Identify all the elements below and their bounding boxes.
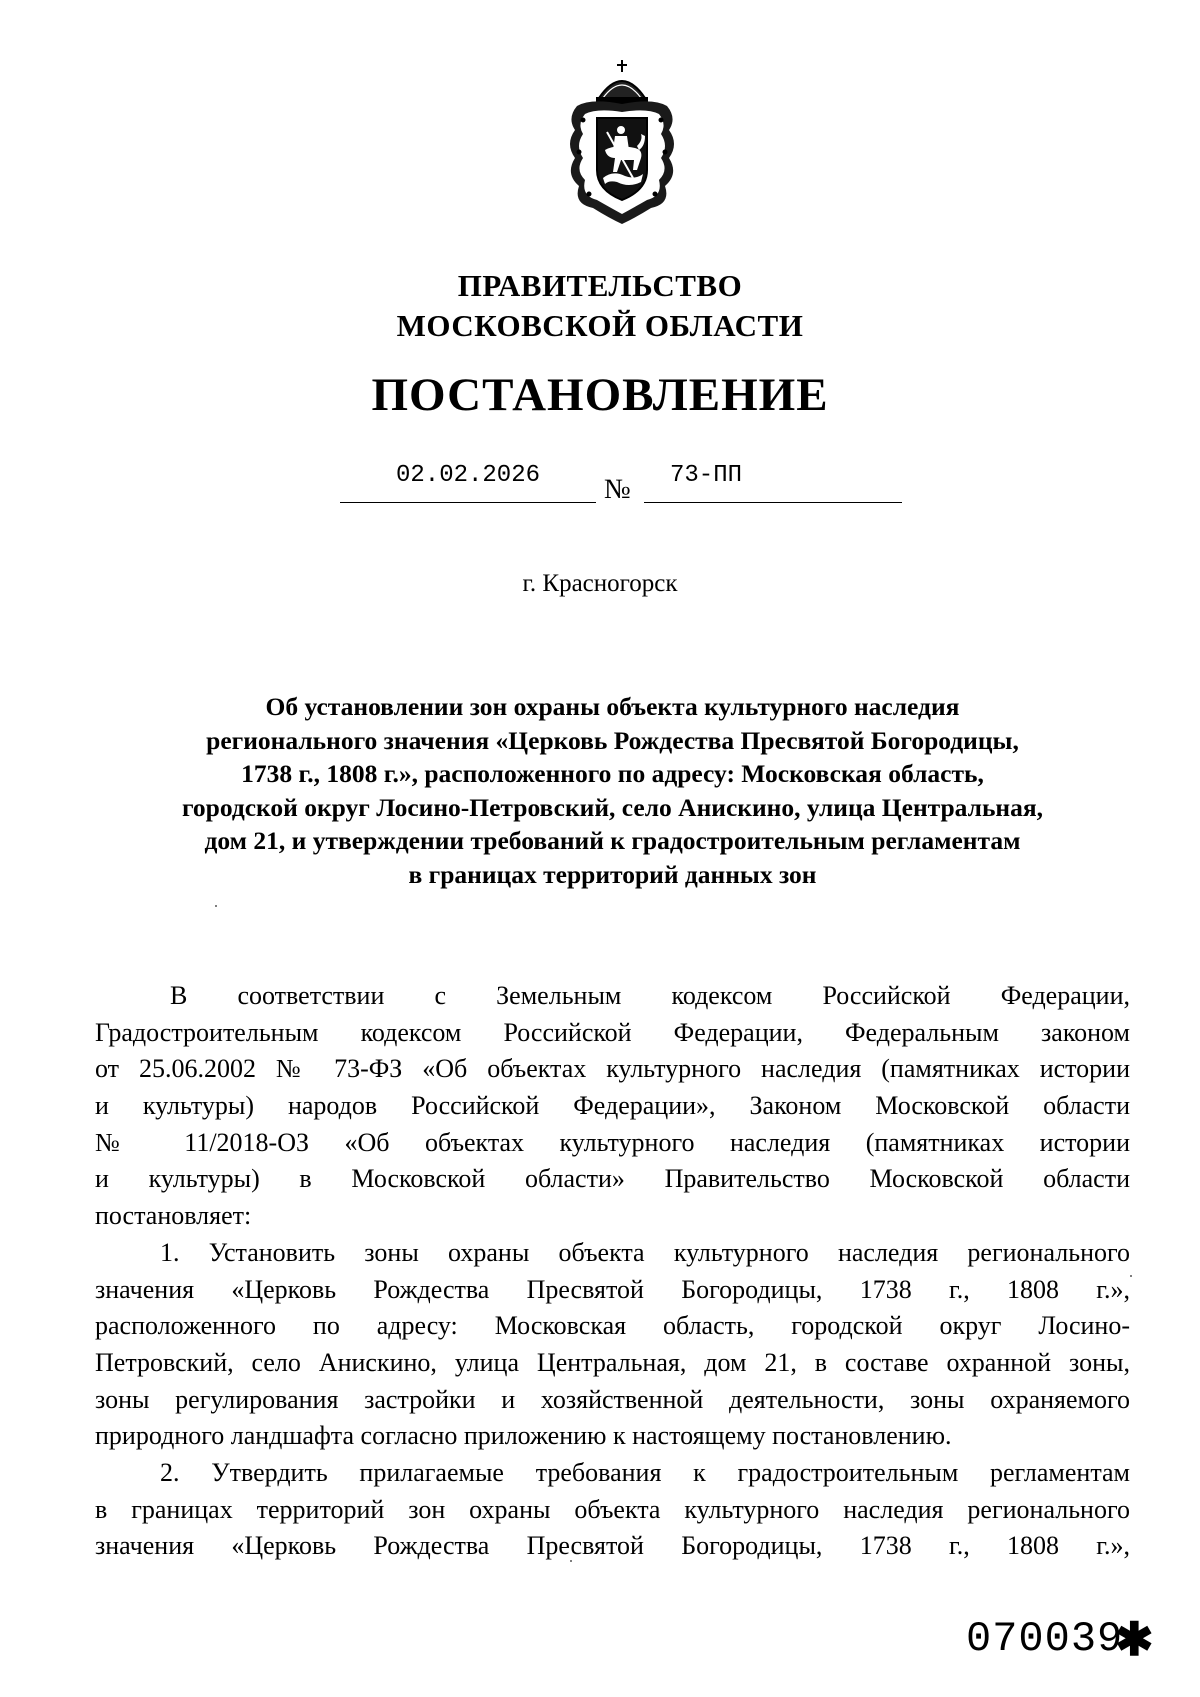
scan-speck: [1130, 1275, 1132, 1277]
sheet-mark: ✱: [1115, 1614, 1154, 1665]
title-line: в границах территорий данных зон: [408, 859, 817, 889]
sheet-number: 070039: [966, 1615, 1124, 1663]
item1-line: Петровский, село Анискино, улица Центральная, дом 21, в составе охранной зоны,: [95, 1347, 1130, 1377]
item2-line: значения «Церковь Рождества Пресвятой Богородицы, 1738 г., 1808 г.»,: [95, 1531, 1130, 1561]
document-title: [120, 690, 1105, 891]
document-body: [95, 978, 1130, 1565]
item1-line: зоны регулирования застройки и хозяйственной деятельности, зоны охраняемого: [95, 1384, 1130, 1414]
moscow-oblast-coat-of-arms-icon: [563, 58, 681, 226]
preamble-line: от 25.06.2002 № 73-ФЗ «Об объектах культурного наследия (памятниках истории: [95, 1054, 1130, 1084]
item1-line: 1. Установить зоны охраны объекта культурного наследия регионального: [160, 1237, 1130, 1267]
scan-speck: [570, 1560, 572, 1562]
government-name-line2: МОСКОВСКОЙ ОБЛАСТИ: [396, 308, 804, 343]
item1-line: значения «Церковь Рождества Пресвятой Богородицы, 1738 г., 1808 г.»,: [95, 1274, 1130, 1304]
document-number-field: [644, 462, 902, 503]
preamble-line: Градостроительным кодексом Российской Федерации, Федеральным законом: [95, 1017, 1130, 1047]
title-line: регионального значения «Церковь Рождества Пресвятой Богородицы,: [206, 725, 1019, 755]
preamble-line: В соответствии с Земельным кодексом Российской Федерации,: [170, 981, 1130, 1010]
preamble-line: и культуры) в Московской области» Правительство Московской области: [95, 1164, 1130, 1194]
item2-line: 2. Утвердить прилагаемые требования к градостроительным регламентам: [160, 1457, 1130, 1487]
scan-speck: [215, 905, 217, 907]
item2-line: в границах территорий зон охраны объекта культурного наследия регионального: [95, 1494, 1130, 1524]
item1-line: расположенного по адресу: Московская область, городской округ Лосино-: [95, 1311, 1130, 1341]
government-name-line1: ПРАВИТЕЛЬСТВО: [457, 268, 743, 303]
title-line: городской округ Лосино-Петровский, село Анискино, улица Центральная,: [181, 792, 1044, 822]
title-line: дом 21, и утверждении требований к градостроительным регламентам: [204, 826, 1021, 855]
place-of-issue: г. Красногорск: [522, 570, 678, 597]
document-date: 02.02.2026: [340, 462, 596, 503]
title-line: 1738 г., 1808 г.», расположенного по адресу: Московская область,: [241, 759, 984, 788]
preamble-line: постановляет:: [95, 1201, 252, 1231]
item1-line: природного ландшафта согласно приложению к настоящему постановлению.: [95, 1421, 952, 1451]
document-number: 73-ПП: [670, 462, 743, 489]
preamble-line: № 11/2018-ОЗ «Об объектах культурного наследия (памятниках истории: [95, 1127, 1130, 1157]
number-sign: №: [604, 474, 631, 505]
title-line: Об установлении зон охраны объекта культурного наследия: [265, 692, 960, 721]
preamble-line: и культуры) народов Российской Федерации», Законом Московской области: [95, 1091, 1130, 1121]
document-type-heading: ПОСТАНОВЛЕНИЕ: [371, 369, 829, 421]
